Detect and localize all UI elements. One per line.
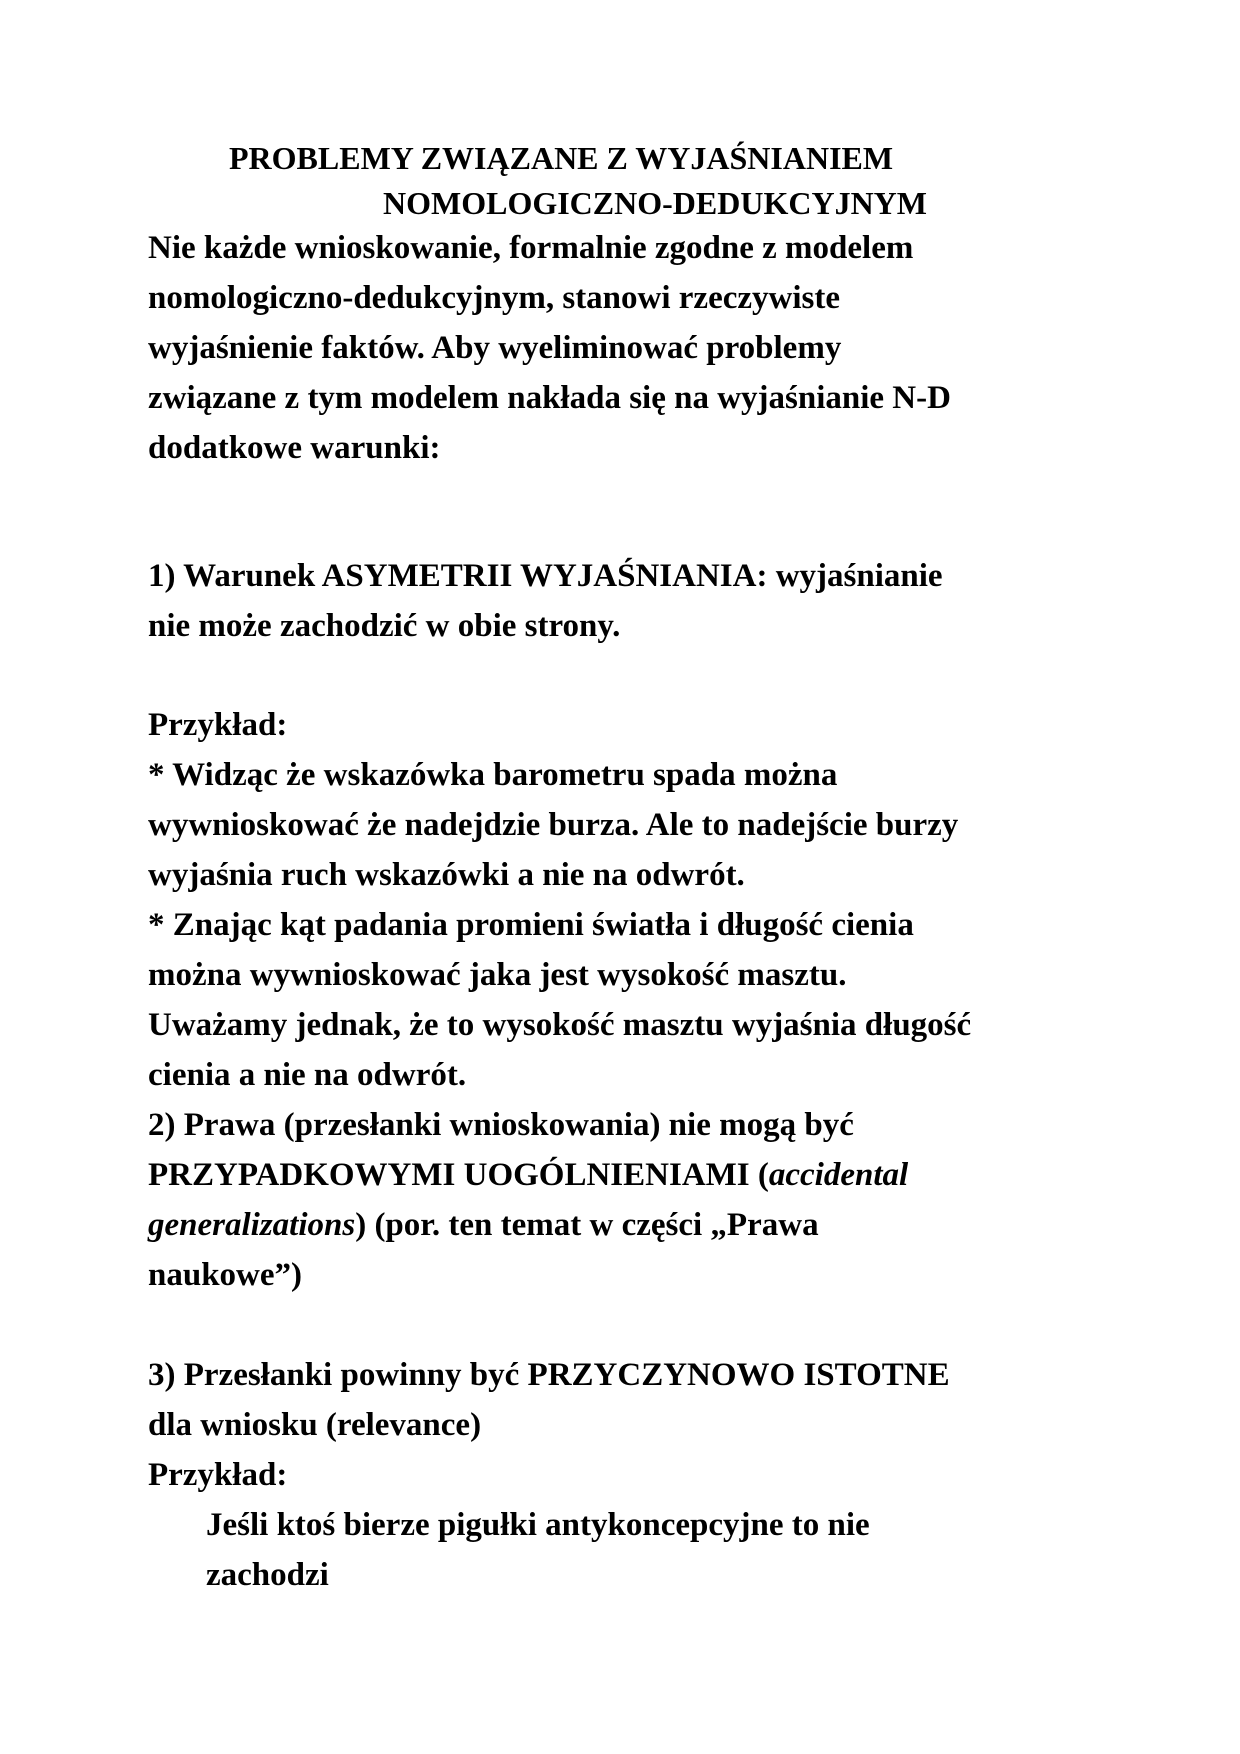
condition-2-text: PRZYPADKOWYMI UOGÓLNIENIAMI ( xyxy=(148,1157,769,1193)
condition-3-line: dla wniosku (relevance) xyxy=(148,1407,482,1443)
condition-2-line xyxy=(148,1200,1128,1250)
example-line: * Widząc że wskazówka barometru spada można xyxy=(148,757,838,793)
example-line: Jeśli ktoś bierze pigułki antykoncepcyjne to nie xyxy=(206,1507,870,1543)
intro-line: dodatkowe warunki: xyxy=(148,430,441,466)
example-line: wyjaśnia ruch wskazówki a nie na odwrót. xyxy=(148,857,745,893)
example-line: * Znając kąt padania promieni światła i długość cienia xyxy=(148,907,914,943)
condition-2-line: naukowe”) xyxy=(148,1257,303,1293)
condition-2-italic-text: generalizations xyxy=(148,1207,356,1243)
condition-3-paragraph xyxy=(148,1350,1128,1450)
intro-line: nomologiczno-dedukcyjnym, stanowi rzeczywiste xyxy=(148,280,841,316)
example-label-1: Przykład: xyxy=(148,707,288,743)
condition-1-line: 1) Warunek ASYMETRII WYJAŚNIANIA: wyjaśnianie xyxy=(148,558,943,594)
example-line: cienia a nie na odwrót. xyxy=(148,1057,467,1093)
example-line: wywnioskować że nadejdzie burza. Ale to nadejście burzy xyxy=(148,807,959,843)
intro-line: związane z tym modelem nakłada się na wyjaśnianie N-D xyxy=(148,380,951,416)
condition-2-text: ) (por. ten temat w części „Prawa xyxy=(355,1207,819,1243)
condition-2-line: 2) Prawa (przesłanki wnioskowania) nie mogą być xyxy=(148,1107,854,1143)
intro-line: wyjaśnienie faktów. Aby wyeliminować problemy xyxy=(148,330,842,366)
intro-paragraph xyxy=(148,223,1128,473)
example-line: zachodzi xyxy=(206,1557,329,1593)
example-line: można wywnioskować jaka jest wysokość masztu. xyxy=(148,957,847,993)
condition-1-paragraph xyxy=(148,551,1128,651)
condition-2-line xyxy=(148,1150,1128,1200)
examples-3-paragraph xyxy=(206,1500,1186,1600)
example-label-2: Przykład: xyxy=(148,1457,288,1493)
title-line-2: NOMOLOGICZNO-DEDUKCYJNYM xyxy=(383,185,927,221)
intro-line: Nie każde wnioskowanie, formalnie zgodne z modelem xyxy=(148,230,914,266)
examples-1-paragraph xyxy=(148,750,1128,1100)
example-line: Uważamy jednak, że to wysokość masztu wyjaśnia długość xyxy=(148,1007,972,1043)
condition-2-italic-text: accidental xyxy=(768,1157,909,1193)
condition-3-line: 3) Przesłanki powinny być PRZYCZYNOWO ISTOTNE xyxy=(148,1357,950,1393)
title-line-1: PROBLEMY ZWIĄZANE Z WYJAŚNIANIEM xyxy=(229,140,894,176)
condition-2-paragraph xyxy=(148,1100,1128,1300)
condition-1-line: nie może zachodzić w obie strony. xyxy=(148,608,621,644)
